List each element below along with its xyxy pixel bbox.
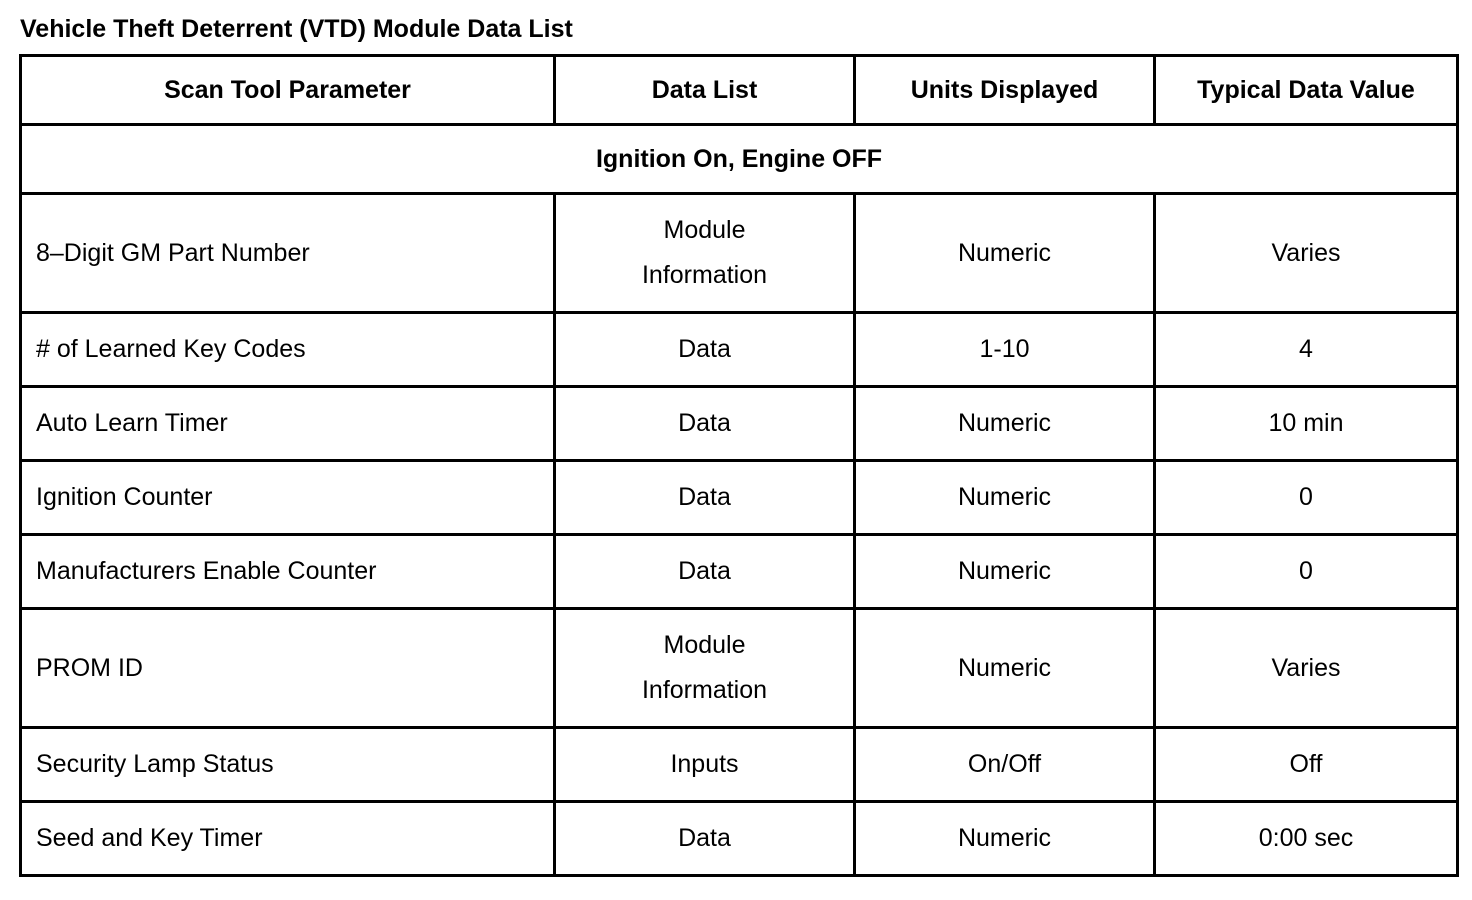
cell-units: Numeric — [855, 609, 1155, 728]
cell-data-list-line: Information — [641, 676, 768, 704]
cell-parameter: PROM ID — [21, 609, 555, 728]
cell-typical: Varies — [1155, 194, 1458, 313]
header-data-list: Data List — [555, 56, 855, 125]
cell-typical: 4 — [1155, 313, 1458, 387]
cell-data-list-line: Information — [641, 261, 768, 289]
cell-data-list — [555, 194, 855, 313]
cell-typical: 0:00 sec — [1155, 802, 1458, 876]
cell-parameter: Ignition Counter — [21, 461, 555, 535]
cell-data-list: Data — [555, 387, 855, 461]
table-row — [21, 609, 1458, 728]
cell-data-list: Data — [555, 461, 855, 535]
table-row — [21, 194, 1458, 313]
cell-parameter: Auto Learn Timer — [21, 387, 555, 461]
cell-units: 1-10 — [855, 313, 1155, 387]
document-title: Vehicle Theft Deterrent (VTD) Module Data List — [20, 15, 573, 43]
cell-units: Numeric — [855, 802, 1155, 876]
header-units-displayed: Units Displayed — [855, 56, 1155, 125]
table-row — [21, 802, 1458, 876]
header-typical-data-value: Typical Data Value — [1155, 56, 1458, 125]
cell-parameter: # of Learned Key Codes — [21, 313, 555, 387]
cell-data-list: Inputs — [555, 728, 855, 802]
cell-data-list-line: Module — [663, 216, 746, 244]
cell-parameter: 8–Digit GM Part Number — [21, 194, 555, 313]
cell-units: Numeric — [855, 194, 1155, 313]
cell-data-list: Data — [555, 313, 855, 387]
cell-units: On/Off — [855, 728, 1155, 802]
cell-units: Numeric — [855, 535, 1155, 609]
cell-typical: 10 min — [1155, 387, 1458, 461]
cell-typical: Off — [1155, 728, 1458, 802]
cell-typical: Varies — [1155, 609, 1458, 728]
table-row — [21, 535, 1458, 609]
cell-data-list: Data — [555, 802, 855, 876]
section-label: Ignition On, Engine OFF — [21, 125, 1458, 194]
cell-data-list: Data — [555, 535, 855, 609]
table-row — [21, 461, 1458, 535]
table-row — [21, 313, 1458, 387]
cell-typical: 0 — [1155, 461, 1458, 535]
vtd-data-table — [19, 54, 1459, 877]
cell-units: Numeric — [855, 461, 1155, 535]
section-row — [21, 125, 1458, 194]
cell-data-list — [555, 609, 855, 728]
header-scan-tool-parameter: Scan Tool Parameter — [21, 56, 555, 125]
table-header-row — [21, 56, 1458, 125]
cell-typical: 0 — [1155, 535, 1458, 609]
cell-parameter: Seed and Key Timer — [21, 802, 555, 876]
cell-parameter: Manufacturers Enable Counter — [21, 535, 555, 609]
table-row — [21, 387, 1458, 461]
table-row — [21, 728, 1458, 802]
cell-units: Numeric — [855, 387, 1155, 461]
cell-data-list-line: Module — [663, 631, 746, 659]
cell-parameter: Security Lamp Status — [21, 728, 555, 802]
